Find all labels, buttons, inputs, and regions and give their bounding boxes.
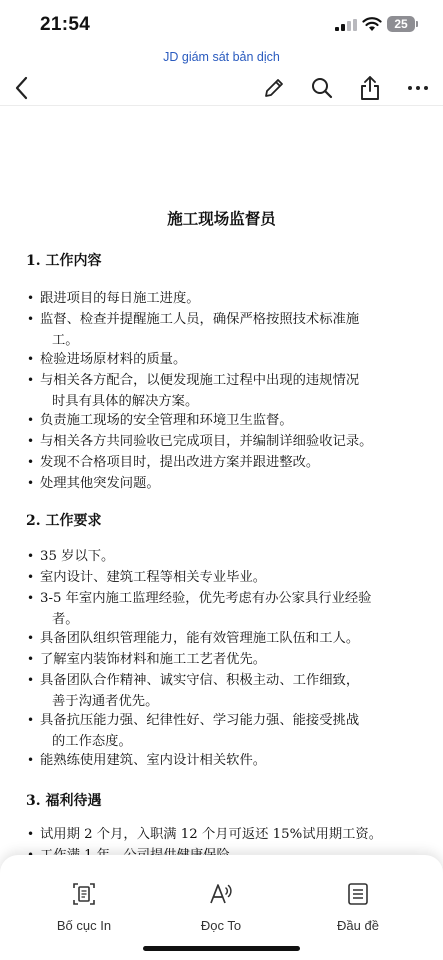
section-title: 3. 福利待遇 <box>26 793 102 809</box>
list-item: • 与相关各方配合，以便发现施工过程中出现的违规情况 时具有具体的解决方案。 <box>40 370 359 412</box>
more-button[interactable] <box>402 72 434 104</box>
list-item: • 与相关各方共同验收已完成项目，并编制详细验收记录。 <box>40 431 372 452</box>
section-title: 1. 工作内容 <box>26 253 102 269</box>
list-item: • 试用期 2 个月，入职满 12 个月可返还 15%试用期工资。 <box>40 824 382 845</box>
share-icon <box>358 75 382 101</box>
list-item: • 负责施工现场的安全管理和环境卫生监督。 <box>40 410 293 431</box>
wifi-icon <box>362 16 382 32</box>
list-item: • 室内设计、建筑工程等相关专业毕业。 <box>40 567 266 588</box>
read-aloud-label: Đọc To <box>200 918 242 933</box>
home-indicator <box>143 946 300 951</box>
list-item: • 跟进项目的每日施工进度。 <box>40 288 200 309</box>
document-title[interactable]: JD giám sát bản dịch <box>163 50 280 64</box>
headings-button[interactable] <box>303 881 413 933</box>
list-item: • 35 岁以下。 <box>40 546 114 567</box>
back-button[interactable] <box>6 72 38 104</box>
list-item: • 具备团队组织管理能力，能有效管理施工队伍和工人。 <box>40 628 359 649</box>
document-heading: 施工现场监督员 <box>167 209 276 228</box>
battery-cap <box>416 21 418 27</box>
headings-label: Đầu đề <box>337 918 379 933</box>
pencil-icon <box>262 76 286 100</box>
chevron-left-icon <box>13 75 31 101</box>
cellular-signal-icon <box>335 19 357 31</box>
list-item: • 具备抗压能力强、纪律性好、学习能力强、能接受挑战 的工作态度。 <box>40 710 359 752</box>
more-horizontal-icon <box>407 84 429 92</box>
search-button[interactable] <box>306 72 338 104</box>
battery-icon: 25 <box>387 16 415 32</box>
share-button[interactable] <box>354 72 386 104</box>
read-aloud-icon <box>208 881 234 907</box>
status-bar <box>0 0 443 50</box>
list-item: • 具备团队合作精神、诚实守信、积极主动、工作细致， 善于沟通者优先。 <box>40 670 359 712</box>
list-item: • 3-5 年室内施工监理经验，优先考虑有办公家具行业经验 者。 <box>40 588 371 630</box>
bottom-action-bar <box>0 855 443 960</box>
print-layout-label: Bố cục In <box>56 918 112 933</box>
status-time: 21:54 <box>40 14 91 35</box>
print-layout-icon <box>71 881 97 907</box>
section-title: 2. 工作要求 <box>26 513 102 529</box>
list-item: • 检验进场原材料的质量。 <box>40 349 186 370</box>
headings-list-icon <box>345 881 371 907</box>
search-icon <box>310 76 334 100</box>
toolbar <box>0 68 443 108</box>
toolbar-divider <box>0 105 443 106</box>
edit-button[interactable] <box>258 72 290 104</box>
list-item: • 监督、检查并提醒施工人员，确保严格按照技术标准施 工。 <box>40 309 359 351</box>
print-layout-button[interactable] <box>29 881 139 933</box>
read-aloud-button[interactable] <box>166 881 276 933</box>
list-item: • 能熟练使用建筑、室内设计相关软件。 <box>40 750 266 771</box>
list-item: • 了解室内装饰材料和施工工艺者优先。 <box>40 649 266 670</box>
list-item: • 处理其他突发问题。 <box>40 473 160 494</box>
list-item: • 发现不合格项目时，提出改进方案并跟进整改。 <box>40 452 319 473</box>
